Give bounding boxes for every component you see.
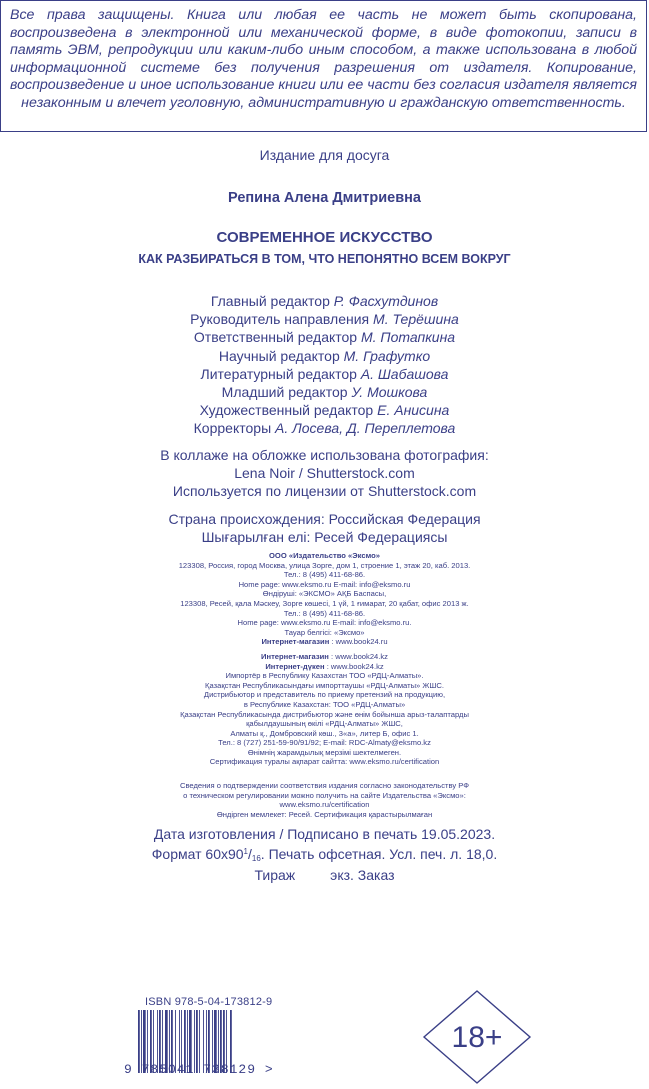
publisher-name: ООО «Издательство «Эксмо» — [269, 551, 380, 560]
isbn-number: ISBN 978-5-04-173812-9 — [145, 996, 273, 1008]
certification-info: Сведения о подтверждении соответствия издания согласно законодательству РФ о техническом регулировании можно получить на сайте Издательства «Эксмо»: www.eksmo.ru/certification Өндірген мемлекет: Ресей. Сертификация қарастырылмаған — [179, 781, 470, 819]
publisher-info: ООО «Издательство «Эксмо» 123308, Россия, город Москва, улица Зорге, дом 1, строение 1, этаж 20, каб. 2013. Тел.: 8 (495) 411-68-86. Home page: www.eksmo.ru E-mail: info@eksmo.ru Өндіруші: «ЭКСМО» АҚБ Баспасы, 123308, Ресей, қала Мәскеу, Зорге көшесі, 1 үй, 1 ғимарат, 20 қабат, офис 2013 ж. Тел.: 8 (495) 411-68-86. Home page: www.eksmo.ru E-mail: info@eksmo.ru. Тауар белгісі: «Эксмо» Интернет-магазин : www.book24.ru Интернет-магазин : www.book24.kz Интернет-дүкен : www.book24.kz Импортёр в Республику Казахстан ТОО «РДЦ-Алматы». Қазақстан Республикасындағы импорттаушы «РДЦ-Алматы» ЖШС. Дистрибьютор и представитель по приему претензий на продукцию, в Республике Казахстан: ТОО «РДЦ-Алматы» Қазақстан Республикасында дистрибьютор және өнім бойынша арыз-талаптарды қабылдаушының өкілі «РДЦ-Алматы» ЖШС, Алматы қ., Домбровский көш., 3«а», литер Б, офис 1. Тел.: 8 (727) 251-59-90/91/92; E-mail: RDC-Almaty@eksmo.kz Өнімнің жарамдылық мерзімі шектелмеген. Сертификация туралы ақпарат сайтта: www.eksmo.ru/certification — [0, 551, 649, 767]
age-rating-text: 18+ — [451, 1021, 503, 1054]
credit-line: Ответственный редактор М. Потапкина — [193, 329, 456, 346]
photo-credit: В коллаже на обложке использована фотография: Lena Noir / Shutterstock.com Используется по лицензии от Shutterstock.com — [160, 447, 489, 500]
isbn-barcode — [124, 996, 310, 1086]
book-title: СОВРЕМЕННОЕ ИСКУССТВО — [216, 229, 433, 246]
book-subtitle: КАК РАЗБИРАТЬСЯ В ТОМ, ЧТО НЕПОНЯТНО ВСЕМ ВОКРУГ — [138, 252, 511, 266]
print-run: Тираж экз. Заказ — [254, 867, 395, 883]
credit-line: Научный редактор М. Графутко — [218, 347, 431, 364]
credit-line: Младший редактор У. Мошкова — [221, 384, 428, 401]
credit-line: Корректоры А. Лосева, Д. Переплетова — [193, 420, 456, 437]
barcode-digits: 9 785041 738129 > — [124, 1062, 274, 1077]
credits-list — [0, 292, 649, 438]
print-date: Дата изготовления / Подписано в печать 19.05.2023. — [153, 826, 496, 842]
age-rating-badge — [422, 989, 532, 1085]
shop-kz: Интернет-магазин : www.book24.kz — [261, 651, 388, 661]
shop-kz-2: Интернет-дүкен : www.book24.kz — [265, 661, 384, 671]
credit-line: Главный редактор Р. Фасхутдинов — [210, 293, 439, 309]
author-name: Репина Алена Дмитриевна — [228, 190, 421, 206]
edition-type: Издание для досуга — [259, 147, 390, 163]
copyright-notice: Все права защищены. Книга или любая ее часть не может быть скопирована, воспроизведена в электронной или механической форме, в виде фотокопии, записи в память ЭВМ, репродукции или каким-либо иным способом, а также использована в любой информационной системе без получения разрешения от издателя. Копирование, воспроизведение и иное использование книги или ее части без согласия издателя является незаконным и влечет уголовную, административную и гражданскую ответственность. — [0, 0, 647, 132]
print-format: Формат $60х90^1/_{16}$. Печать офсетная. Усл. печ. л. 18,0. — [151, 846, 498, 863]
credit-line: Литературный редактор А. Шабашова — [200, 365, 449, 382]
credit-line: Руководитель направления М. Терёшина — [190, 311, 459, 328]
credit-line: Художественный редактор Е. Анисина — [199, 402, 450, 419]
printing-info — [0, 826, 649, 884]
shop-ru: Интернет-магазин : www.book24.ru — [261, 637, 388, 647]
country-of-origin: Страна происхождения: Российская Федерация Шығарылған елі: Ресей Федерациясы — [168, 511, 481, 546]
